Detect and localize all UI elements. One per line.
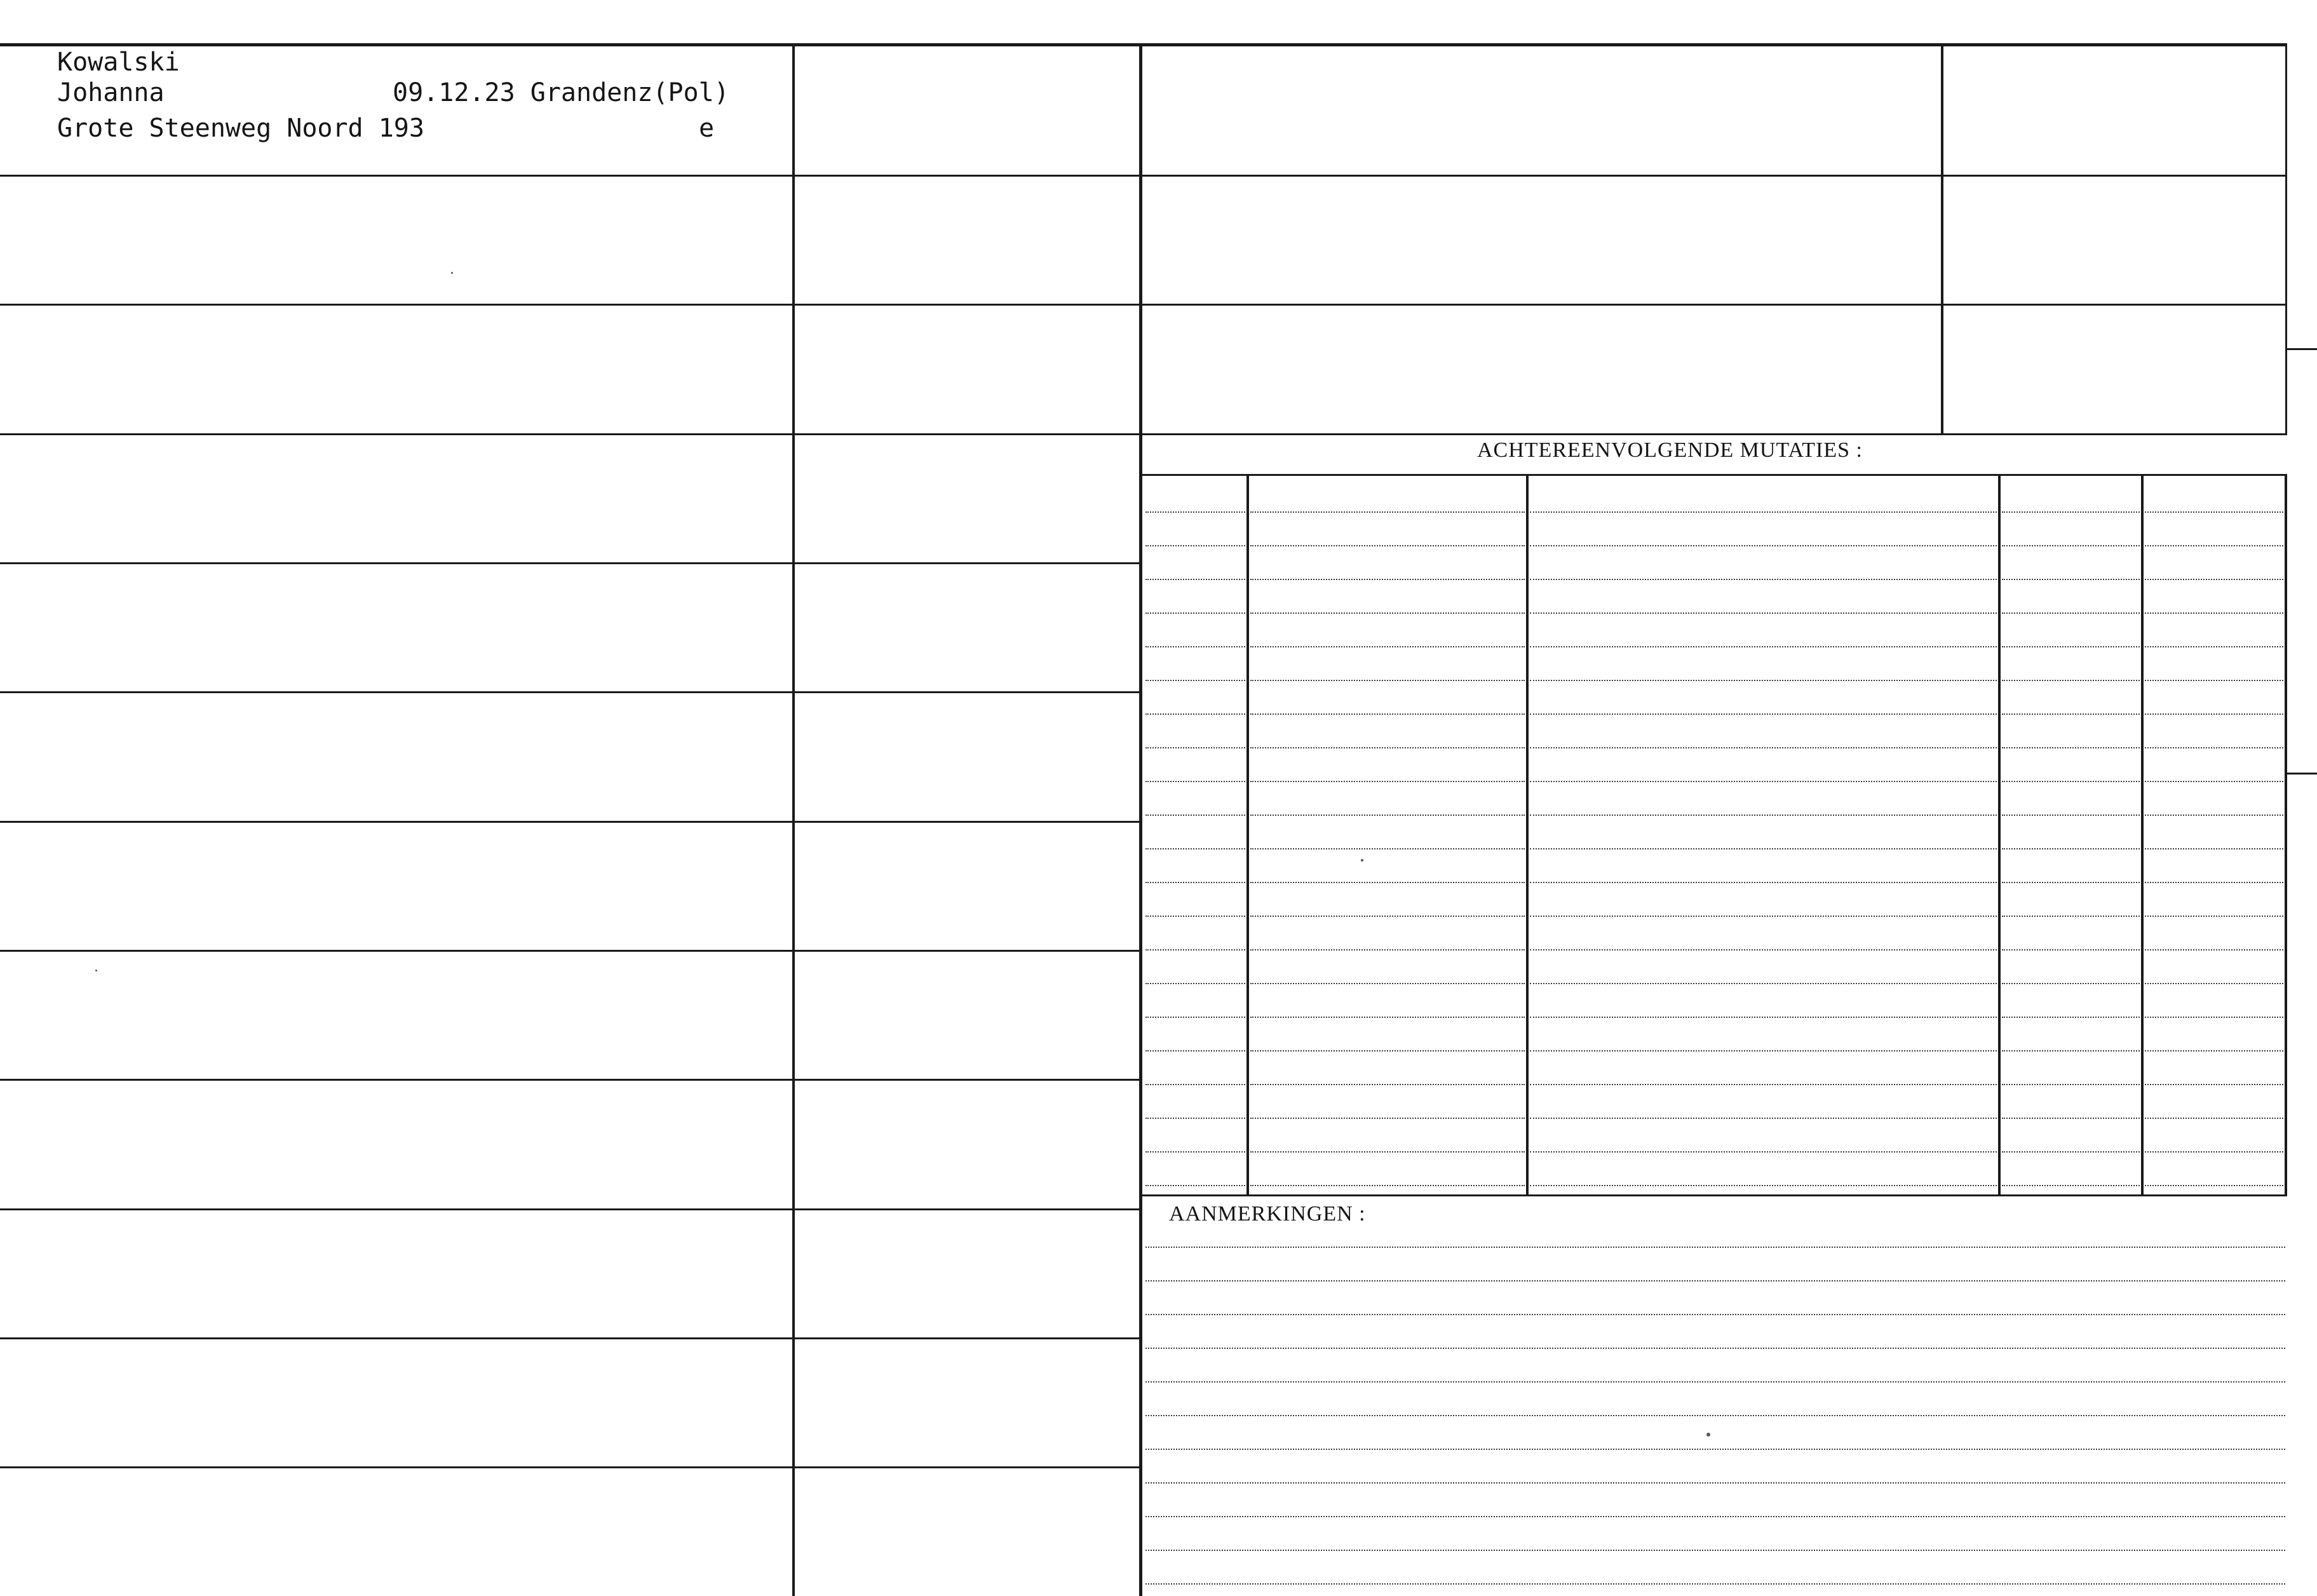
- mutation-ruled-line: [1530, 1084, 1997, 1085]
- mutation-ruled-line: [2002, 916, 2140, 917]
- remark-ruled-line: [1145, 1415, 2285, 1416]
- mutation-ruled-line: [2002, 511, 2140, 513]
- mutation-ruled-line: [1250, 781, 1525, 782]
- surname-field: Kowalski: [57, 48, 180, 77]
- mark-field: e: [699, 114, 715, 143]
- mutation-ruled-line: [1145, 781, 1245, 782]
- mutation-ruled-line: [2145, 1151, 2283, 1153]
- column-divider-3: [1941, 46, 1943, 433]
- address-field: Grote Steenweg Noord 193: [57, 114, 424, 143]
- row-rule-3: [0, 433, 1142, 435]
- scan-speck: [1706, 1433, 1710, 1437]
- mutation-ruled-line: [1250, 1084, 1525, 1085]
- mutation-ruled-line: [2002, 646, 2140, 647]
- remark-ruled-line: [1145, 1516, 2285, 1517]
- remark-ruled-line: [1145, 1583, 2285, 1585]
- mutation-ruled-line: [1530, 545, 1997, 546]
- mutation-ruled-line: [2002, 680, 2140, 681]
- mutation-ruled-line: [1145, 1017, 1245, 1018]
- remark-ruled-line: [1145, 1482, 2285, 1484]
- remark-ruled-line: [1145, 1280, 2285, 1282]
- mutation-ruled-line: [1145, 983, 1245, 984]
- mutation-ruled-line: [1145, 1118, 1245, 1119]
- mutations-right-border: [2285, 475, 2287, 1196]
- mutations-col-3: [1998, 475, 2001, 1196]
- mutation-ruled-line: [1530, 815, 1997, 816]
- mutation-ruled-line: [1145, 579, 1245, 580]
- mutation-ruled-line: [2145, 747, 2283, 748]
- right-rule-2: [1142, 304, 2287, 306]
- mutation-ruled-line: [1145, 713, 1245, 715]
- mutation-ruled-line: [1145, 1084, 1245, 1085]
- mutation-ruled-line: [1250, 680, 1525, 681]
- mutation-ruled-line: [2145, 680, 2283, 681]
- remark-ruled-line: [1145, 1381, 2285, 1383]
- mutation-ruled-line: [1250, 1185, 1525, 1186]
- mutation-ruled-line: [2145, 983, 2283, 984]
- mutation-ruled-line: [1145, 646, 1245, 647]
- given-name-field: Johanna: [57, 78, 165, 107]
- row-rule-1: [0, 175, 1142, 177]
- mutation-ruled-line: [1250, 848, 1525, 849]
- mutation-ruled-line: [2145, 815, 2283, 816]
- mutation-ruled-line: [2145, 1084, 2283, 1085]
- mutation-ruled-line: [1530, 1118, 1997, 1119]
- mutation-ruled-line: [1530, 646, 1997, 647]
- mutation-ruled-line: [1250, 949, 1525, 950]
- mutation-ruled-line: [2145, 848, 2283, 849]
- mutation-ruled-line: [2002, 949, 2140, 950]
- mutation-ruled-line: [1530, 1017, 1997, 1018]
- mutation-ruled-line: [1250, 983, 1525, 984]
- mutation-ruled-line: [1250, 1151, 1525, 1153]
- remarks-heading: AANMERKINGEN :: [1169, 1202, 1366, 1226]
- mutation-ruled-line: [1250, 1017, 1525, 1018]
- row-rule-9: [0, 1208, 1142, 1210]
- row-rule-10: [0, 1337, 1142, 1339]
- mutations-col-1: [1246, 475, 1249, 1196]
- mutation-ruled-line: [1530, 1185, 1997, 1186]
- mutation-ruled-line: [1250, 713, 1525, 715]
- mutation-ruled-line: [1250, 511, 1525, 513]
- right-border: [2285, 46, 2287, 433]
- mutation-ruled-line: [1145, 815, 1245, 816]
- scan-speck: [1361, 859, 1363, 862]
- mutation-ruled-line: [1530, 612, 1997, 614]
- mutation-ruled-line: [1145, 1185, 1245, 1186]
- mutation-ruled-line: [2145, 1118, 2283, 1119]
- mutation-ruled-line: [2145, 545, 2283, 546]
- remark-ruled-line: [1145, 1449, 2285, 1450]
- mutation-ruled-line: [2002, 815, 2140, 816]
- mutation-ruled-line: [1250, 1050, 1525, 1052]
- mutation-ruled-line: [2002, 1017, 2140, 1018]
- mutation-ruled-line: [2002, 579, 2140, 580]
- mutation-ruled-line: [1145, 1151, 1245, 1153]
- mutation-ruled-line: [1530, 781, 1997, 782]
- mutations-col-2: [1526, 475, 1529, 1196]
- mutation-ruled-line: [2002, 747, 2140, 748]
- birth-date-place-field: 09.12.23 Grandenz(Pol): [393, 78, 729, 107]
- mutation-ruled-line: [1530, 1151, 1997, 1153]
- row-rule-6: [0, 821, 1142, 823]
- right-rule-1: [1142, 175, 2287, 177]
- mutation-ruled-line: [1530, 983, 1997, 984]
- mutation-ruled-line: [1530, 1050, 1997, 1052]
- mutation-ruled-line: [2002, 848, 2140, 849]
- row-rule-4: [0, 562, 1142, 564]
- mutation-ruled-line: [2002, 1050, 2140, 1052]
- mutation-ruled-line: [1250, 747, 1525, 748]
- mutations-col-4: [2141, 475, 2144, 1196]
- mutation-ruled-line: [2145, 882, 2283, 883]
- mutation-ruled-line: [2145, 612, 2283, 614]
- mutation-ruled-line: [2145, 1017, 2283, 1018]
- mutation-ruled-line: [1530, 747, 1997, 748]
- mutation-ruled-line: [2145, 1050, 2283, 1052]
- mutation-ruled-line: [1250, 579, 1525, 580]
- mutation-ruled-line: [1145, 612, 1245, 614]
- mutation-ruled-line: [2002, 545, 2140, 546]
- mutation-ruled-line: [1145, 680, 1245, 681]
- mutation-ruled-line: [2145, 713, 2283, 715]
- row-rule-2: [0, 304, 1142, 306]
- mutation-ruled-line: [2002, 1118, 2140, 1119]
- mutation-ruled-line: [2145, 781, 2283, 782]
- mutation-ruled-line: [2145, 646, 2283, 647]
- mutation-ruled-line: [1250, 1118, 1525, 1119]
- row-rule-5: [0, 691, 1142, 693]
- remark-ruled-line: [1145, 1314, 2285, 1315]
- mutation-ruled-line: [1530, 949, 1997, 950]
- mutation-ruled-line: [1145, 747, 1245, 748]
- mutation-ruled-line: [1145, 1050, 1245, 1052]
- mutation-ruled-line: [1250, 815, 1525, 816]
- row-rule-8: [0, 1079, 1142, 1081]
- mutation-ruled-line: [2002, 612, 2140, 614]
- mutation-ruled-line: [1530, 579, 1997, 580]
- mutation-ruled-line: [1145, 916, 1245, 917]
- mutation-ruled-line: [1145, 949, 1245, 950]
- mutation-ruled-line: [1250, 882, 1525, 883]
- mutation-ruled-line: [2145, 511, 2283, 513]
- mutation-ruled-line: [2145, 579, 2283, 580]
- row-rule-11: [0, 1466, 1142, 1468]
- mutation-ruled-line: [1530, 680, 1997, 681]
- mutation-ruled-line: [1530, 916, 1997, 917]
- right-rule-3: [1142, 433, 2287, 435]
- mutation-ruled-line: [2002, 882, 2140, 883]
- scan-speck: [451, 272, 453, 274]
- mutation-ruled-line: [2002, 1185, 2140, 1186]
- mutation-ruled-line: [2002, 781, 2140, 782]
- mutation-ruled-line: [1530, 511, 1997, 513]
- top-border: [0, 43, 2287, 46]
- edge-tick-1: [2287, 348, 2317, 350]
- mutation-ruled-line: [1145, 545, 1245, 546]
- mutation-ruled-line: [2002, 1151, 2140, 1153]
- mutation-ruled-line: [1250, 916, 1525, 917]
- mutations-table-top: [1142, 474, 2287, 476]
- mutation-ruled-line: [1145, 848, 1245, 849]
- mutation-ruled-line: [2145, 949, 2283, 950]
- mutation-ruled-line: [1530, 713, 1997, 715]
- mutation-ruled-line: [2002, 983, 2140, 984]
- mutations-heading: ACHTEREENVOLGENDE MUTATIES :: [1477, 438, 1863, 462]
- mutation-ruled-line: [1250, 612, 1525, 614]
- scan-speck: [95, 970, 97, 971]
- mutation-ruled-line: [2145, 1185, 2283, 1186]
- mutation-ruled-line: [1530, 882, 1997, 883]
- remark-ruled-line: [1145, 1247, 2285, 1248]
- mutation-ruled-line: [2002, 713, 2140, 715]
- mutation-ruled-line: [1250, 646, 1525, 647]
- mutations-table-bottom: [1142, 1194, 2287, 1196]
- mutation-ruled-line: [1145, 882, 1245, 883]
- edge-tick-2: [2287, 773, 2317, 774]
- row-rule-7: [0, 950, 1142, 952]
- mutation-ruled-line: [1145, 511, 1245, 513]
- mutation-ruled-line: [2002, 1084, 2140, 1085]
- remark-ruled-line: [1145, 1550, 2285, 1551]
- remark-ruled-line: [1145, 1348, 2285, 1349]
- mutation-ruled-line: [2145, 916, 2283, 917]
- mutation-ruled-line: [1530, 848, 1997, 849]
- mutation-ruled-line: [1250, 545, 1525, 546]
